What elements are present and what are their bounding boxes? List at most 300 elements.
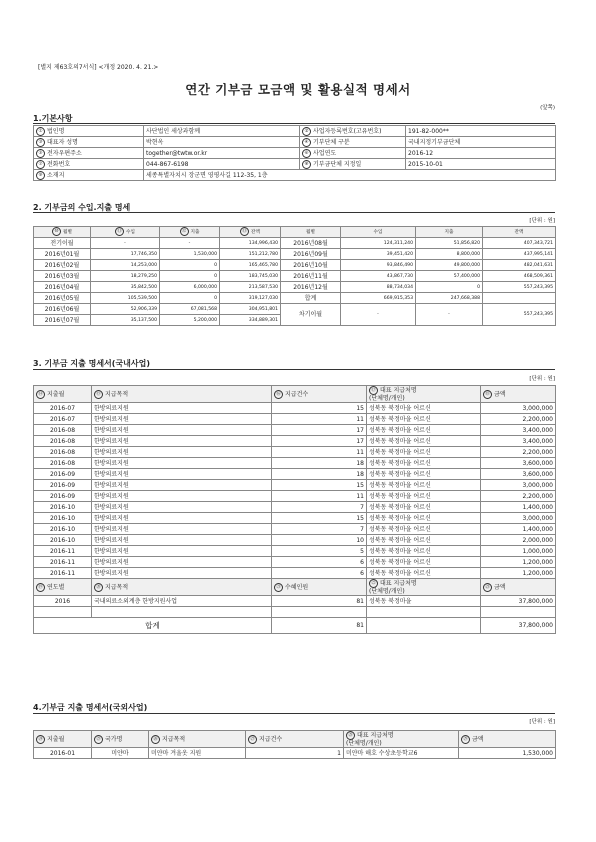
income-cell-text: 105,539,500 [127, 295, 157, 301]
expense-cell-text: 247,668,388 [450, 295, 480, 301]
count-cell [272, 513, 367, 524]
section-3-rule [33, 369, 555, 370]
count-cell [272, 491, 367, 502]
amount-cell-text: 3,400,000 [522, 437, 553, 445]
expense-cell [160, 260, 220, 271]
section-2-title: 2. 기부금의 수입.지출 명세 [33, 203, 131, 212]
col-header [92, 579, 272, 596]
income-cell-text: 39,451,420 [386, 251, 413, 257]
address-row [34, 170, 556, 181]
recipient-cell-text: 성북동 북정마을 어르신 [369, 514, 431, 522]
month-cell [34, 425, 92, 436]
item-number: ⑦ [36, 160, 45, 169]
month-cell-text: 2016-11 [49, 547, 76, 555]
income-cell-text: 17,746,350 [130, 251, 157, 257]
expense-row [34, 568, 556, 579]
month-cell [34, 249, 91, 260]
purpose-cell [92, 436, 272, 447]
col-header [416, 227, 483, 238]
income-cell-text: 93,846,490 [386, 262, 413, 268]
item-number: ⑤ [36, 149, 45, 158]
col-header-text: 금액 [472, 735, 484, 743]
recipient-cell [344, 748, 459, 759]
recipient-cell-text: 성북동 북정마을 어르신 [369, 569, 431, 577]
expense-row [34, 535, 556, 546]
expense-cell-text: 0 [214, 295, 217, 301]
purpose-cell-text: 한방의료지원 [94, 470, 129, 478]
overseas-expense-table [33, 730, 556, 759]
income-cell [341, 249, 416, 260]
month-cell-text: 2016-10 [49, 536, 76, 544]
purpose-cell-text: 미얀마 겨울옷 지원 [151, 749, 202, 757]
balance-cell [220, 249, 281, 260]
empty-cell [272, 607, 367, 618]
header-row [34, 731, 556, 748]
col-header [92, 731, 149, 748]
year-row [34, 596, 556, 607]
income-cell-text: 35,137,500 [130, 317, 157, 323]
purpose-cell [92, 502, 272, 513]
recipient-cell-text: 성북동 북정마을 어르신 [369, 536, 431, 544]
purpose-cell-text: 한방의료지원 [94, 525, 129, 533]
expense-cell [416, 282, 483, 293]
recipient-cell-text: 성북동 북정마을 어르신 [369, 426, 431, 434]
total-label [34, 618, 272, 634]
count-cell [272, 469, 367, 480]
recipient-cell [367, 568, 481, 579]
purpose-cell-text: 한방의료지원 [94, 437, 129, 445]
purpose-cell-text: 한방의료지원 [94, 426, 129, 434]
expense-cell-text: 6,000,000 [193, 284, 217, 290]
count-cell [272, 502, 367, 513]
section-4-rule [33, 713, 555, 714]
expense-cell [160, 249, 220, 260]
month-cell [34, 546, 92, 557]
balance-cell [483, 271, 556, 282]
expense-cell [416, 293, 483, 304]
item-number: ⑲ [36, 583, 45, 592]
header-row [34, 386, 556, 403]
amount-cell-text: 1,000,000 [522, 547, 553, 555]
recipient-cell [367, 436, 481, 447]
expense-row [34, 447, 556, 458]
col-header [459, 731, 556, 748]
expense-row [34, 546, 556, 557]
recipient-cell [367, 502, 481, 513]
month-cell [34, 748, 92, 759]
balance-cell-text: 468,509,361 [523, 273, 553, 279]
section-4-title: 4.기부금 지출 명세서(국외사업) [33, 703, 148, 712]
income-cell [341, 293, 416, 304]
section-2-rule [33, 212, 555, 213]
month-cell [34, 502, 92, 513]
col-header [34, 227, 91, 238]
balance-cell-text: 183,745,030 [248, 273, 278, 279]
purpose-cell-text: 한방의료지원 [94, 569, 129, 577]
expense-row [34, 491, 556, 502]
amount-cell-text: 2,000,000 [522, 536, 553, 544]
month-cell [34, 315, 91, 326]
item-number: ⑮ [94, 390, 103, 399]
income-cell-text: 669,915,353 [383, 295, 413, 301]
month-cell-text: 2016-09 [49, 481, 76, 489]
purpose-cell [92, 414, 272, 425]
count-cell [272, 425, 367, 436]
info-row [34, 126, 556, 137]
amount-cell [481, 469, 556, 480]
balance-cell-text: 134,996,430 [248, 240, 278, 246]
amount-cell [481, 403, 556, 414]
income-cell-text: 35,842,500 [130, 284, 157, 290]
col-header-text: 연도별 [47, 583, 65, 591]
section-3-unit: [단위 : 원] [529, 376, 555, 382]
month-cell [34, 447, 92, 458]
month-cell-text: 2016-07 [49, 404, 76, 412]
col-header-text: 지출 [444, 229, 454, 235]
item-number: ㉔ [36, 735, 45, 744]
col-header-text: 대표 지급처명 [380, 580, 417, 587]
amount-cell-text: 1,200,000 [522, 569, 553, 577]
month-cell-text: 2016-10 [49, 525, 76, 533]
col-header-text: 국가명 [105, 735, 123, 743]
purpose-cell [92, 596, 272, 607]
income-cell [341, 271, 416, 282]
purpose-cell [92, 469, 272, 480]
total-count-text: 81 [356, 622, 364, 629]
expense-row [34, 557, 556, 568]
balance-cell-text: 407,343,721 [523, 240, 553, 246]
amount-cell-text: 3,400,000 [522, 426, 553, 434]
expense-row [34, 403, 556, 414]
income-cell [341, 260, 416, 271]
page-title: 연간 기부금 모금액 및 활용실적 명세서 [185, 82, 411, 97]
expense-row [34, 480, 556, 491]
month-cell-text: 2016년05월 [44, 294, 80, 302]
count-cell [272, 568, 367, 579]
expense-cell-text: 0 [477, 284, 480, 290]
recipient-cell-text: 성북동 북정마을 어르신 [369, 525, 431, 533]
item-number: ⑩ [52, 227, 61, 236]
amount-cell [481, 491, 556, 502]
balance-cell [483, 260, 556, 271]
field-label-text: 기부단체 구분 [313, 138, 350, 146]
field-label [34, 137, 144, 148]
field-value [406, 148, 556, 159]
empty-cell [34, 607, 92, 618]
amount-cell-text: 2,200,000 [522, 415, 553, 423]
count-cell [272, 535, 367, 546]
month-cell-text: 2016-07 [49, 415, 76, 423]
col-header [481, 386, 556, 403]
col-header-text: 수입 [373, 229, 383, 235]
field-value-text: 국내지정기부금단체 [408, 138, 461, 146]
recipient-cell [367, 469, 481, 480]
item-number: ⑰ [369, 386, 378, 395]
month-cell [34, 524, 92, 535]
recipient-cell-text: 성북동 북정마을 어르신 [369, 492, 431, 500]
recipient-cell [367, 546, 481, 557]
expense-cell [160, 304, 220, 315]
count-cell-text: 18 [356, 470, 364, 478]
month-cell-text: 2016년04월 [44, 283, 80, 291]
income-expense-table [33, 226, 556, 326]
expense-cell [416, 271, 483, 282]
expense-cell-text: - [188, 240, 191, 246]
purpose-cell [92, 546, 272, 557]
header-row [34, 227, 556, 238]
field-label [300, 148, 406, 159]
field-label [300, 126, 406, 137]
month-cell [281, 238, 341, 249]
amount-cell-text: 1,400,000 [522, 525, 553, 533]
recipient-cell-text: 성북동 북정마을 어르신 [369, 404, 431, 412]
col-header [281, 227, 341, 238]
income-cell [341, 238, 416, 249]
income-cell [91, 282, 160, 293]
field-label-text: 법인명 [47, 127, 65, 135]
month-cell-text: 2016-01 [49, 749, 76, 757]
balance-cell-text: 151,212,780 [248, 251, 278, 257]
month-cell [34, 304, 91, 315]
recipient-cell-text: 성북동 북정마을 어르신 [369, 415, 431, 423]
income-cell-text: 52,906,339 [130, 306, 157, 312]
month-row [34, 282, 556, 293]
col-header-text: 잔액 [251, 230, 260, 235]
purpose-cell [92, 480, 272, 491]
section-3-title: 3. 기부금 지출 명세서(국내사업) [33, 359, 151, 368]
balance-cell [220, 238, 281, 249]
month-cell [34, 282, 91, 293]
item-number: ⑬ [240, 227, 249, 236]
month-cell [281, 260, 341, 271]
count-cell-text: 11 [356, 492, 364, 500]
amount-cell-text: 1,530,000 [522, 749, 553, 757]
col-header-text: 지급목적 [105, 583, 129, 591]
info-row [34, 159, 556, 170]
total-count [272, 618, 367, 634]
purpose-cell-text: 국내의료소외계층 한방지원사업 [94, 597, 178, 605]
amount-cell [481, 458, 556, 469]
purpose-cell-text: 한방의료지원 [94, 415, 129, 423]
year-cell [34, 596, 92, 607]
item-number: ㉗ [248, 735, 257, 744]
field-label [34, 148, 144, 159]
balance-cell [220, 260, 281, 271]
col-header [272, 386, 367, 403]
amount-cell [481, 546, 556, 557]
year-header-row [34, 579, 556, 596]
income-cell [91, 238, 160, 249]
field-label-text: 사업연도 [313, 149, 337, 157]
col-header-text: 지출 [190, 230, 200, 235]
count-cell-text: 5 [360, 547, 364, 555]
recipient-cell-text: 성북동 북정마을 [369, 597, 412, 605]
count-cell-text: 7 [360, 525, 364, 533]
carry-expense-cell-text: - [448, 312, 450, 317]
income-cell-text: - [124, 240, 126, 246]
item-number: ⑱ [483, 390, 492, 399]
purpose-cell [92, 557, 272, 568]
month-cell [34, 293, 91, 304]
item-number: ㉖ [151, 735, 160, 744]
item-number: ⑧ [302, 160, 311, 169]
amount-cell [481, 557, 556, 568]
income-cell-text: 88,734,034 [386, 284, 413, 290]
col-header [272, 579, 367, 596]
purpose-cell [92, 491, 272, 502]
col-header-subtext: (단체명/개인) [369, 588, 405, 595]
purpose-cell [92, 447, 272, 458]
month-cell [34, 568, 92, 579]
col-header-text: 금액 [494, 583, 506, 591]
country-cell-text: 미얀마 [111, 749, 129, 757]
balance-cell-text: 557,243,395 [523, 284, 553, 290]
field-value [144, 126, 300, 137]
balance-cell-text: 304,951,801 [248, 306, 278, 312]
item-number: ⑥ [302, 149, 311, 158]
expense-cell [160, 271, 220, 282]
month-cell [34, 491, 92, 502]
recipient-cell-text: 성북동 북정마을 어르신 [369, 547, 431, 555]
expense-cell-text: 49,800,000 [453, 262, 480, 268]
amount-cell [481, 436, 556, 447]
expense-cell-text: 1,530,000 [193, 251, 217, 257]
item-number: ⑨ [36, 171, 45, 180]
month-cell-text: 2016-09 [49, 470, 76, 478]
balance-cell [220, 304, 281, 315]
expense-row [34, 513, 556, 524]
expense-cell-text: 5,200,000 [193, 317, 217, 323]
month-cell-text: 2016-08 [49, 459, 76, 467]
field-value-text: 박현옥 [146, 138, 164, 146]
month-cell-text: 2016년07월 [44, 316, 80, 324]
count-cell-text: 1 [337, 749, 341, 757]
amount-cell-text: 3,000,000 [522, 481, 553, 489]
section-1-rule [33, 123, 555, 124]
count-cell [272, 436, 367, 447]
field-label-text: 대표자 성명 [47, 138, 78, 146]
address-value [144, 170, 556, 181]
purpose-cell-text: 한방의료지원 [94, 536, 129, 544]
recipient-cell-text: 성북동 북정마을 어르신 [369, 437, 431, 445]
col-header [483, 227, 556, 238]
expense-row [34, 748, 556, 759]
purpose-cell [92, 425, 272, 436]
carry-expense-cell [416, 304, 483, 326]
col-header-text: 지출월 [47, 735, 65, 743]
expense-row [34, 425, 556, 436]
month-cell-text: 2016년03월 [44, 272, 80, 280]
amount-cell [481, 596, 556, 607]
field-label [300, 159, 406, 170]
purpose-cell [92, 513, 272, 524]
amount-cell-text: 1,400,000 [522, 503, 553, 511]
count-cell-text: 6 [360, 569, 364, 577]
amount-cell [481, 480, 556, 491]
count-cell [272, 403, 367, 414]
recipient-cell [367, 480, 481, 491]
carry-income-cell-text: - [377, 312, 379, 317]
form-number: [별지 제63호의7서식] <개정 2020. 4. 21.> [38, 64, 159, 71]
balance-cell [483, 238, 556, 249]
field-value [144, 137, 300, 148]
count-cell-text: 17 [356, 437, 364, 445]
col-header [344, 731, 459, 748]
amount-cell-text: 3,600,000 [522, 459, 553, 467]
balance-cell [220, 315, 281, 326]
income-cell-text: 124,311,240 [383, 240, 413, 246]
balance-cell-text: 334,889,301 [248, 317, 278, 323]
purpose-cell-text: 한방의료지원 [94, 404, 129, 412]
country-cell [92, 748, 149, 759]
col-header [149, 731, 246, 748]
col-header-text: 대표 지급처명 [380, 387, 417, 394]
income-cell [91, 293, 160, 304]
col-header-text: 수혜인원 [285, 583, 309, 591]
month-cell [34, 238, 91, 249]
amount-cell-text: 2,200,000 [522, 448, 553, 456]
month-cell-text: 2016-10 [49, 514, 76, 522]
section-2-unit: [단위 : 원] [529, 218, 555, 224]
amount-cell [481, 414, 556, 425]
empty-cell [481, 607, 556, 618]
address-value-text: 세종특별자치시 장군면 영평사길 112-35, 1층 [146, 171, 268, 179]
count-cell [272, 546, 367, 557]
purpose-cell [92, 524, 272, 535]
month-row [34, 293, 556, 304]
empty-row [34, 607, 556, 618]
section-4-unit: [단위 : 원] [529, 719, 555, 725]
balance-cell [220, 282, 281, 293]
field-value-text: together@twtw.or.kr [146, 149, 208, 157]
income-cell-text: 14,253,000 [130, 262, 157, 268]
count-cell-text: 17 [356, 426, 364, 434]
col-header [367, 579, 481, 596]
empty-cell [367, 618, 481, 634]
month-cell [34, 414, 92, 425]
month-row [34, 260, 556, 271]
expense-cell [416, 249, 483, 260]
purpose-cell-text: 한방의료지원 [94, 492, 129, 500]
balance-cell-text: 213,587,530 [248, 284, 278, 290]
income-cell-text: 18,279,250 [130, 273, 157, 279]
amount-cell [481, 535, 556, 546]
total-label-text: 합계 [145, 621, 160, 630]
col-header-text: 월별 [63, 230, 72, 235]
carry-month-cell [281, 304, 341, 326]
field-value-text: 2015-10-01 [408, 160, 443, 168]
info-row [34, 148, 556, 159]
income-cell [91, 271, 160, 282]
month-cell-text: 2016-08 [49, 448, 76, 456]
expense-cell [416, 260, 483, 271]
expense-cell-text: 8,800,000 [456, 251, 480, 257]
section-1-title: 1.기본사항 [33, 114, 73, 123]
month-cell-text: 2016년08월 [293, 239, 328, 247]
balance-cell-text: 437,995,141 [523, 251, 553, 257]
empty-cell [92, 607, 272, 618]
count-cell [272, 414, 367, 425]
recipient-cell [367, 447, 481, 458]
field-value [406, 126, 556, 137]
item-number: ㉒ [369, 579, 378, 588]
recipient-cell-text: 성북동 북정마을 어르신 [369, 503, 431, 511]
recipient-cell [367, 524, 481, 535]
expense-cell-text: 57,400,000 [453, 273, 480, 279]
recipient-cell [367, 425, 481, 436]
col-header-text: 대표 지급처명 [357, 732, 394, 739]
amount-cell [481, 425, 556, 436]
